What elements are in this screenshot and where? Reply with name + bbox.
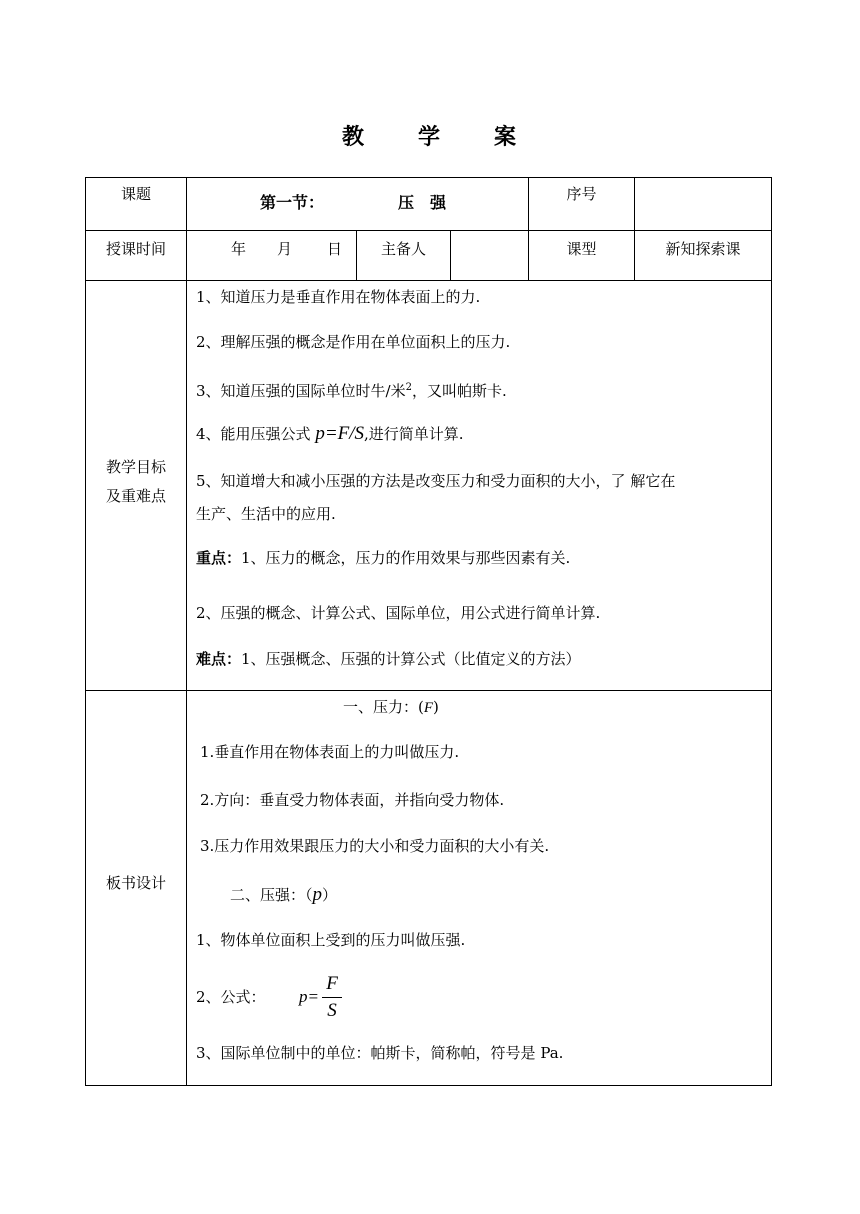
type-value: 新知探索课 bbox=[665, 240, 741, 258]
key-point bbox=[196, 548, 570, 568]
title-char: 学 bbox=[417, 124, 442, 150]
superscript: 2 bbox=[405, 382, 412, 393]
fraction-bar bbox=[322, 997, 342, 998]
objectives-label bbox=[86, 453, 186, 511]
board-item: 3.压力作用效果跟压力的大小和受力面积的大小有关. bbox=[200, 837, 550, 855]
objective-item-tail: ,进行简单计算. bbox=[364, 425, 464, 443]
topic-name: 压 强 bbox=[398, 193, 447, 212]
objective-item: 5、知道增大和减小压强的方法是改变压力和受力面积的大小，了 解它在 bbox=[196, 472, 676, 490]
table-row-divider bbox=[85, 280, 772, 281]
key-point-label: 重点： bbox=[196, 549, 242, 567]
pressure-fraction bbox=[322, 973, 342, 1022]
objective-item: 1、知道压力是垂直作用在物体表面上的力. bbox=[196, 288, 481, 306]
board-item: 3、国际单位制中的单位：帕斯卡，简称帕，符号是 Pa. bbox=[196, 1044, 564, 1062]
board-item: 1.垂直作用在物体表面上的力叫做压力. bbox=[200, 743, 460, 761]
table-row-divider bbox=[85, 230, 772, 231]
table-row-divider bbox=[85, 690, 772, 691]
fraction-denominator: S bbox=[327, 1000, 337, 1021]
objectives-label-line: 教学目标 bbox=[105, 458, 166, 476]
date-month: 月 bbox=[277, 240, 293, 258]
board-item: 1、物体单位面积上受到的压力叫做压强. bbox=[196, 931, 466, 949]
pressure-symbol: p bbox=[312, 884, 323, 905]
formula-lhs: p= bbox=[299, 987, 319, 1006]
difficult-point bbox=[196, 649, 581, 669]
type-label: 课型 bbox=[566, 240, 597, 258]
title-char: 教 bbox=[341, 124, 366, 150]
fraction-numerator: F bbox=[326, 973, 338, 994]
board-label: 板书设计 bbox=[105, 874, 166, 892]
topic-label: 课题 bbox=[120, 185, 151, 203]
board-item: 2、公式： bbox=[196, 988, 266, 1006]
objective-item: 2、理解压强的概念是作用在单位面积上的压力. bbox=[196, 333, 511, 351]
objective-item-text: 4、能用压强公式 bbox=[196, 425, 316, 443]
objective-item-tail: ，又叫帕斯卡. bbox=[411, 382, 507, 400]
preparer-label: 主备人 bbox=[380, 240, 426, 258]
title-char: 案 bbox=[494, 124, 519, 150]
difficult-point-label: 难点： bbox=[196, 650, 242, 668]
document-title bbox=[0, 120, 860, 151]
board-section-heading bbox=[343, 697, 439, 718]
table-border-bottom bbox=[85, 1085, 772, 1086]
difficult-point-text: 1、压强概念、压强的计算公式（比值定义的方法） bbox=[241, 650, 581, 668]
board-section-heading bbox=[230, 885, 337, 905]
table-border-top bbox=[85, 177, 772, 178]
date-label: 授课时间 bbox=[105, 240, 166, 258]
serial-label: 序号 bbox=[566, 185, 597, 203]
topic-prefix: 第一节： bbox=[260, 193, 325, 212]
section-prefix: 一、压力：( bbox=[343, 698, 424, 716]
section-suffix: ） bbox=[322, 886, 338, 904]
objectives-label-line: 及重难点 bbox=[105, 487, 166, 505]
section-suffix: ) bbox=[433, 698, 439, 716]
key-point-text: 1、压力的概念，压力的作用效果与那些因素有关. bbox=[241, 549, 571, 567]
key-point: 2、压强的概念、计算公式、国际单位，用公式进行简单计算. bbox=[196, 604, 601, 622]
date-year: 年 bbox=[231, 240, 247, 258]
objective-item bbox=[196, 378, 507, 401]
table-border-left bbox=[85, 177, 86, 1086]
objective-item-continuation: 生产、生活中的应用. bbox=[196, 505, 336, 523]
objective-item bbox=[196, 424, 464, 444]
table-col-divider bbox=[634, 177, 635, 281]
date-day: 日 bbox=[327, 240, 343, 258]
pressure-formula: p=F/S bbox=[315, 423, 365, 444]
board-item: 2.方向：垂直受力物体表面，并指向受力物体. bbox=[200, 791, 505, 809]
table-border-right bbox=[771, 177, 772, 1086]
objective-item-text: 3、知道压强的国际单位时牛/米 bbox=[196, 382, 406, 400]
table-col-divider bbox=[450, 230, 451, 281]
table-col-divider bbox=[186, 177, 187, 1086]
section-prefix: 二、压强：（ bbox=[230, 886, 313, 904]
force-symbol: F bbox=[423, 700, 434, 716]
